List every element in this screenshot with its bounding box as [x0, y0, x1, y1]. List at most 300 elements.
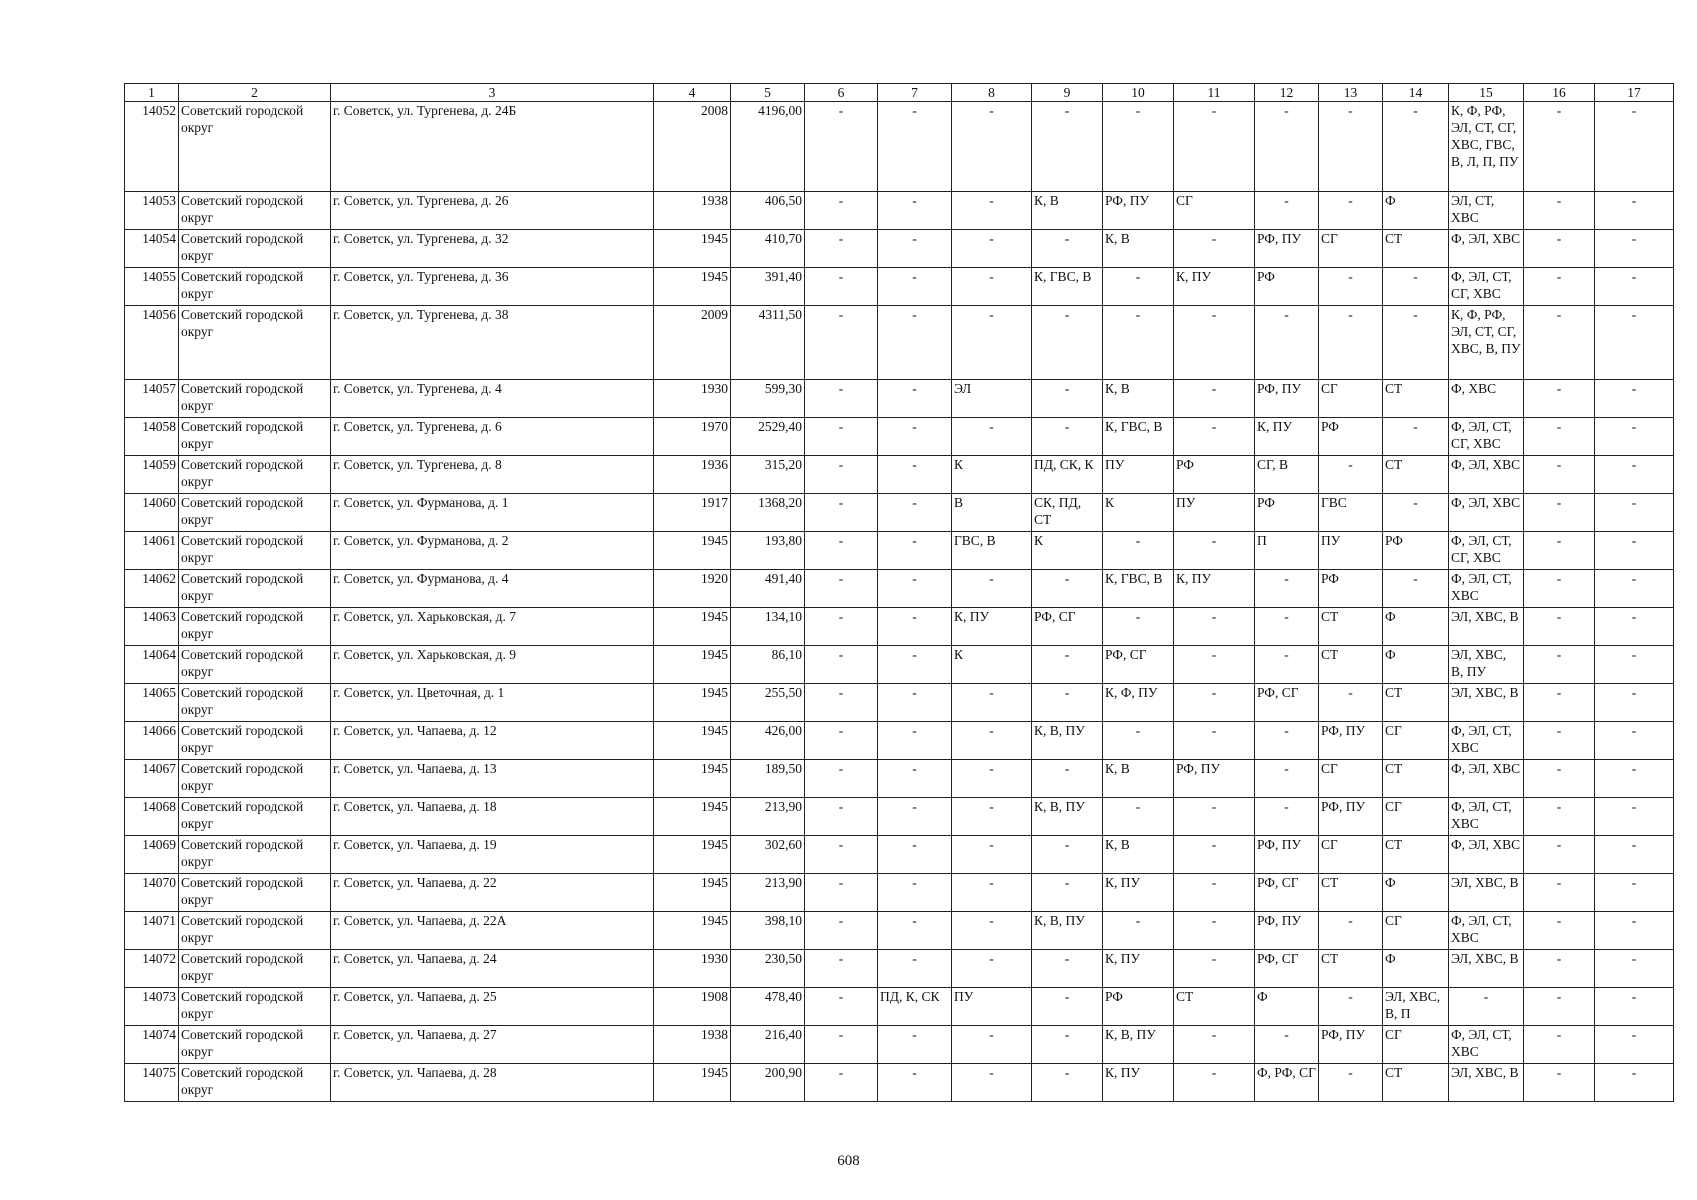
table-cell-col-10: К, Ф, ПУ: [1103, 684, 1174, 722]
page-number: 608: [837, 1153, 860, 1169]
table-cell-col-10: К, В: [1103, 230, 1174, 268]
table-cell-col-6: -: [805, 456, 878, 494]
table-cell-col-13: СТ: [1319, 646, 1383, 684]
table-cell-col-15: Ф, ЭЛ, СТ, ХВС: [1449, 798, 1524, 836]
table-cell-col-17: -: [1595, 1064, 1674, 1102]
table-cell-col-5: 134,10: [731, 608, 805, 646]
table-cell-col-17: -: [1595, 494, 1674, 532]
table-cell-col-14: СГ: [1383, 1026, 1449, 1064]
table-cell-col-13: СТ: [1319, 608, 1383, 646]
table-cell-col-6: -: [805, 494, 878, 532]
table-cell-col-10: К, В, ПУ: [1103, 1026, 1174, 1064]
table-cell-col-12: РФ, ПУ: [1255, 230, 1319, 268]
table-cell-col-15: Ф, ЭЛ, СТ, СГ, ХВС: [1449, 418, 1524, 456]
table-cell-col-13: ГВС: [1319, 494, 1383, 532]
column-header-8: 8: [952, 84, 1032, 102]
table-cell-col-2: Советский городской округ: [179, 874, 331, 912]
table-cell-col-7: -: [878, 684, 952, 722]
table-cell-col-2: Советский городской округ: [179, 102, 331, 192]
table-cell-col-9: К: [1032, 532, 1103, 570]
table-cell-col-2: Советский городской округ: [179, 570, 331, 608]
table-cell-col-1: 14063: [125, 608, 179, 646]
table-cell-col-10: -: [1103, 722, 1174, 760]
table-cell-col-11: -: [1174, 306, 1255, 380]
table-cell-col-4: 1908: [654, 988, 731, 1026]
table-cell-col-10: РФ: [1103, 988, 1174, 1026]
table-cell-col-5: 406,50: [731, 192, 805, 230]
table-cell-col-14: -: [1383, 268, 1449, 306]
table-cell-col-7: -: [878, 874, 952, 912]
table-cell-col-6: -: [805, 608, 878, 646]
table-cell-col-5: 491,40: [731, 570, 805, 608]
column-header-3: 3: [331, 84, 654, 102]
table-cell-col-5: 391,40: [731, 268, 805, 306]
table-cell-col-3: г. Советск, ул. Тургенева, д. 8: [331, 456, 654, 494]
table-cell-col-9: -: [1032, 760, 1103, 798]
column-header-4: 4: [654, 84, 731, 102]
table-cell-col-15: Ф, ЭЛ, СТ, СГ, ХВС: [1449, 532, 1524, 570]
table-cell-col-12: РФ, ПУ: [1255, 836, 1319, 874]
table-cell-col-14: Ф: [1383, 950, 1449, 988]
table-cell-col-15: ЭЛ, ХВС, В, ПУ: [1449, 646, 1524, 684]
table-row: [125, 1064, 1674, 1102]
table-cell-col-14: ЭЛ, ХВС, В, П: [1383, 988, 1449, 1026]
table-cell-col-15: ЭЛ, СТ, ХВС: [1449, 192, 1524, 230]
table-cell-col-9: -: [1032, 684, 1103, 722]
table-cell-col-9: -: [1032, 102, 1103, 192]
table-cell-col-17: -: [1595, 912, 1674, 950]
column-header-12: 12: [1255, 84, 1319, 102]
table-cell-col-7: ПД, К, СК: [878, 988, 952, 1026]
table-cell-col-2: Советский городской округ: [179, 760, 331, 798]
table-cell-col-3: г. Советск, ул. Чапаева, д. 24: [331, 950, 654, 988]
table-cell-col-11: -: [1174, 608, 1255, 646]
table-cell-col-13: -: [1319, 268, 1383, 306]
table-cell-col-8: -: [952, 192, 1032, 230]
table-cell-col-4: 1945: [654, 836, 731, 874]
table-cell-col-6: -: [805, 950, 878, 988]
table-cell-col-11: -: [1174, 684, 1255, 722]
table-cell-col-13: РФ, ПУ: [1319, 798, 1383, 836]
table-row: [125, 268, 1674, 306]
table-cell-col-16: -: [1524, 418, 1595, 456]
table-cell-col-3: г. Советск, ул. Тургенева, д. 6: [331, 418, 654, 456]
table-cell-col-12: -: [1255, 798, 1319, 836]
table-cell-col-17: -: [1595, 608, 1674, 646]
table-row: [125, 874, 1674, 912]
table-cell-col-8: -: [952, 230, 1032, 268]
table-cell-col-16: -: [1524, 874, 1595, 912]
table-cell-col-4: 1945: [654, 646, 731, 684]
table-cell-col-12: РФ, СГ: [1255, 874, 1319, 912]
table-cell-col-17: -: [1595, 192, 1674, 230]
table-cell-col-8: -: [952, 950, 1032, 988]
table-cell-col-6: -: [805, 798, 878, 836]
table-cell-col-9: К, В, ПУ: [1032, 722, 1103, 760]
table-cell-col-10: -: [1103, 306, 1174, 380]
table-cell-col-8: -: [952, 570, 1032, 608]
table-cell-col-2: Советский городской округ: [179, 912, 331, 950]
table-cell-col-16: -: [1524, 608, 1595, 646]
table-cell-col-17: -: [1595, 950, 1674, 988]
table-cell-col-17: -: [1595, 722, 1674, 760]
table-cell-col-4: 1930: [654, 950, 731, 988]
table-cell-col-7: -: [878, 1064, 952, 1102]
table-cell-col-8: -: [952, 102, 1032, 192]
table-cell-col-5: 4196,00: [731, 102, 805, 192]
table-cell-col-2: Советский городской округ: [179, 684, 331, 722]
table-cell-col-6: -: [805, 192, 878, 230]
table-row: [125, 532, 1674, 570]
table-cell-col-1: 14064: [125, 646, 179, 684]
table-cell-col-9: -: [1032, 230, 1103, 268]
table-cell-col-17: -: [1595, 306, 1674, 380]
table-cell-col-5: 599,30: [731, 380, 805, 418]
table-cell-col-4: 2008: [654, 102, 731, 192]
table-cell-col-10: -: [1103, 912, 1174, 950]
table-cell-col-3: г. Советск, ул. Чапаева, д. 13: [331, 760, 654, 798]
table-cell-col-17: -: [1595, 418, 1674, 456]
table-cell-col-17: -: [1595, 380, 1674, 418]
table-cell-col-9: -: [1032, 988, 1103, 1026]
table-cell-col-11: -: [1174, 102, 1255, 192]
table-cell-col-2: Советский городской округ: [179, 722, 331, 760]
table-cell-col-9: -: [1032, 874, 1103, 912]
table-cell-col-3: г. Советск, ул. Чапаева, д. 19: [331, 836, 654, 874]
table-cell-col-4: 1938: [654, 1026, 731, 1064]
table-cell-col-8: -: [952, 722, 1032, 760]
table-cell-col-11: К, ПУ: [1174, 570, 1255, 608]
table-row: [125, 102, 1674, 192]
table-cell-col-16: -: [1524, 268, 1595, 306]
table-cell-col-14: СГ: [1383, 798, 1449, 836]
table-cell-col-3: г. Советск, ул. Чапаева, д. 27: [331, 1026, 654, 1064]
table-cell-col-6: -: [805, 722, 878, 760]
table-cell-col-9: -: [1032, 380, 1103, 418]
table-cell-col-11: -: [1174, 950, 1255, 988]
table-cell-col-12: -: [1255, 570, 1319, 608]
table-cell-col-14: -: [1383, 494, 1449, 532]
table-cell-col-16: -: [1524, 192, 1595, 230]
table-cell-col-13: СГ: [1319, 760, 1383, 798]
table-cell-col-12: РФ, СГ: [1255, 684, 1319, 722]
table-cell-col-15: Ф, ЭЛ, ХВС: [1449, 230, 1524, 268]
table-cell-col-16: -: [1524, 722, 1595, 760]
table-cell-col-14: Ф: [1383, 608, 1449, 646]
table-cell-col-6: -: [805, 380, 878, 418]
table-cell-col-7: -: [878, 646, 952, 684]
table-cell-col-10: -: [1103, 268, 1174, 306]
table-cell-col-9: -: [1032, 646, 1103, 684]
table-cell-col-13: -: [1319, 912, 1383, 950]
table-cell-col-5: 315,20: [731, 456, 805, 494]
table-cell-col-12: РФ: [1255, 494, 1319, 532]
table-cell-col-5: 200,90: [731, 1064, 805, 1102]
table-cell-col-2: Советский городской округ: [179, 1064, 331, 1102]
table-cell-col-9: К, ГВС, В: [1032, 268, 1103, 306]
table-cell-col-1: 14057: [125, 380, 179, 418]
table-cell-col-14: РФ: [1383, 532, 1449, 570]
table-cell-col-11: -: [1174, 798, 1255, 836]
table-cell-col-13: РФ, ПУ: [1319, 1026, 1383, 1064]
table-cell-col-2: Советский городской округ: [179, 494, 331, 532]
table-cell-col-8: -: [952, 418, 1032, 456]
table-cell-col-17: -: [1595, 1026, 1674, 1064]
table-cell-col-10: К, ПУ: [1103, 1064, 1174, 1102]
table-cell-col-9: -: [1032, 950, 1103, 988]
table-cell-col-6: -: [805, 532, 878, 570]
table-cell-col-8: В: [952, 494, 1032, 532]
table-cell-col-1: 14058: [125, 418, 179, 456]
table-row: [125, 798, 1674, 836]
table-cell-col-6: -: [805, 570, 878, 608]
table-cell-col-2: Советский городской округ: [179, 230, 331, 268]
table-cell-col-9: -: [1032, 418, 1103, 456]
table-cell-col-7: -: [878, 950, 952, 988]
table-cell-col-7: -: [878, 456, 952, 494]
table-cell-col-10: К, В: [1103, 836, 1174, 874]
table-cell-col-5: 189,50: [731, 760, 805, 798]
table-cell-col-16: -: [1524, 1064, 1595, 1102]
table-cell-col-7: -: [878, 722, 952, 760]
table-cell-col-16: -: [1524, 456, 1595, 494]
table-row: [125, 230, 1674, 268]
table-cell-col-5: 4311,50: [731, 306, 805, 380]
table-cell-col-11: РФ: [1174, 456, 1255, 494]
table-cell-col-16: -: [1524, 570, 1595, 608]
table-cell-col-8: -: [952, 874, 1032, 912]
table-header: [125, 84, 1674, 102]
table-cell-col-4: 1945: [654, 912, 731, 950]
table-cell-col-12: РФ, СГ: [1255, 950, 1319, 988]
table-cell-col-15: Ф, ЭЛ, СТ, ХВС: [1449, 912, 1524, 950]
table-cell-col-11: -: [1174, 1026, 1255, 1064]
table-cell-col-14: -: [1383, 570, 1449, 608]
table-cell-col-4: 1945: [654, 874, 731, 912]
table-cell-col-12: СГ, В: [1255, 456, 1319, 494]
table-row: [125, 760, 1674, 798]
table-cell-col-5: 426,00: [731, 722, 805, 760]
table-cell-col-8: К: [952, 456, 1032, 494]
table-cell-col-6: -: [805, 102, 878, 192]
table-cell-col-13: -: [1319, 1064, 1383, 1102]
column-header-1: 1: [125, 84, 179, 102]
table-cell-col-11: -: [1174, 912, 1255, 950]
table-cell-col-10: -: [1103, 798, 1174, 836]
table-cell-col-10: К, ПУ: [1103, 874, 1174, 912]
table-cell-col-17: -: [1595, 874, 1674, 912]
table-cell-col-15: Ф, ЭЛ, ХВС: [1449, 456, 1524, 494]
table-cell-col-16: -: [1524, 306, 1595, 380]
table-cell-col-15: К, Ф, РФ, ЭЛ, СТ, СГ, ХВС, ГВС, В, Л, П, ПУ: [1449, 102, 1524, 192]
table-cell-col-8: К, ПУ: [952, 608, 1032, 646]
table-row: [125, 1026, 1674, 1064]
table-cell-col-11: -: [1174, 380, 1255, 418]
table-cell-col-12: -: [1255, 102, 1319, 192]
table-cell-col-15: Ф, ЭЛ, СТ, ХВС: [1449, 1026, 1524, 1064]
table-cell-col-13: РФ: [1319, 570, 1383, 608]
table-cell-col-8: -: [952, 760, 1032, 798]
table-cell-col-3: г. Советск, ул. Фурманова, д. 1: [331, 494, 654, 532]
table-row: [125, 192, 1674, 230]
table-cell-col-11: К, ПУ: [1174, 268, 1255, 306]
table-cell-col-7: -: [878, 306, 952, 380]
table-cell-col-3: г. Советск, ул. Фурманова, д. 2: [331, 532, 654, 570]
table-cell-col-10: К, В: [1103, 380, 1174, 418]
table-row: [125, 608, 1674, 646]
table-cell-col-13: ПУ: [1319, 532, 1383, 570]
table-cell-col-2: Советский городской округ: [179, 456, 331, 494]
table-cell-col-13: -: [1319, 456, 1383, 494]
table-cell-col-8: -: [952, 306, 1032, 380]
table-cell-col-15: ЭЛ, ХВС, В: [1449, 684, 1524, 722]
table-cell-col-4: 1917: [654, 494, 731, 532]
table-cell-col-12: -: [1255, 760, 1319, 798]
table-cell-col-6: -: [805, 988, 878, 1026]
table-cell-col-14: СТ: [1383, 684, 1449, 722]
table-cell-col-16: -: [1524, 760, 1595, 798]
table-cell-col-12: РФ, ПУ: [1255, 380, 1319, 418]
table-cell-col-1: 14067: [125, 760, 179, 798]
table-cell-col-3: г. Советск, ул. Тургенева, д. 24Б: [331, 102, 654, 192]
table-cell-col-10: К: [1103, 494, 1174, 532]
table-cell-col-14: СТ: [1383, 1064, 1449, 1102]
table-cell-col-3: г. Советск, ул. Тургенева, д. 4: [331, 380, 654, 418]
table-cell-col-1: 14074: [125, 1026, 179, 1064]
table-cell-col-4: 1945: [654, 608, 731, 646]
table-cell-col-12: РФ, ПУ: [1255, 912, 1319, 950]
table-cell-col-16: -: [1524, 532, 1595, 570]
table-cell-col-13: СГ: [1319, 380, 1383, 418]
table-cell-col-8: ГВС, В: [952, 532, 1032, 570]
table-cell-col-3: г. Советск, ул. Харьковская, д. 7: [331, 608, 654, 646]
table-cell-col-15: Ф, ЭЛ, СТ, СГ, ХВС: [1449, 268, 1524, 306]
table-cell-col-7: -: [878, 418, 952, 456]
table-cell-col-15: Ф, ХВС: [1449, 380, 1524, 418]
column-header-7: 7: [878, 84, 952, 102]
table-cell-col-14: Ф: [1383, 192, 1449, 230]
table-cell-col-6: -: [805, 418, 878, 456]
table-cell-col-16: -: [1524, 230, 1595, 268]
table-cell-col-7: -: [878, 192, 952, 230]
table-cell-col-7: -: [878, 798, 952, 836]
table-cell-col-11: -: [1174, 532, 1255, 570]
table-cell-col-15: Ф, ЭЛ, СТ, ХВС: [1449, 570, 1524, 608]
table-cell-col-8: -: [952, 798, 1032, 836]
table-cell-col-1: 14075: [125, 1064, 179, 1102]
table-cell-col-14: СТ: [1383, 456, 1449, 494]
table-row: [125, 306, 1674, 380]
table-cell-col-17: -: [1595, 836, 1674, 874]
table-cell-col-15: К, Ф, РФ, ЭЛ, СТ, СГ, ХВС, В, ПУ: [1449, 306, 1524, 380]
table-cell-col-15: Ф, ЭЛ, ХВС: [1449, 494, 1524, 532]
table-cell-col-13: РФ, ПУ: [1319, 722, 1383, 760]
table-row: [125, 570, 1674, 608]
table-cell-col-15: Ф, ЭЛ, СТ, ХВС: [1449, 722, 1524, 760]
table-cell-col-9: -: [1032, 570, 1103, 608]
table-body: [125, 102, 1674, 1102]
table-cell-col-13: РФ: [1319, 418, 1383, 456]
table-cell-col-7: -: [878, 836, 952, 874]
table-cell-col-10: К, ПУ: [1103, 950, 1174, 988]
table-cell-col-1: 14061: [125, 532, 179, 570]
table-cell-col-12: -: [1255, 608, 1319, 646]
table-cell-col-12: -: [1255, 1026, 1319, 1064]
table-cell-col-4: 1930: [654, 380, 731, 418]
table-cell-col-13: -: [1319, 192, 1383, 230]
table-cell-col-13: -: [1319, 102, 1383, 192]
table-cell-col-8: -: [952, 684, 1032, 722]
table-cell-col-16: -: [1524, 684, 1595, 722]
table-cell-col-2: Советский городской округ: [179, 306, 331, 380]
table-cell-col-6: -: [805, 646, 878, 684]
table-cell-col-14: Ф: [1383, 874, 1449, 912]
table-cell-col-1: 14073: [125, 988, 179, 1026]
table-cell-col-11: -: [1174, 722, 1255, 760]
table-cell-col-7: -: [878, 494, 952, 532]
table-cell-col-12: К, ПУ: [1255, 418, 1319, 456]
table-cell-col-3: г. Советск, ул. Чапаева, д. 28: [331, 1064, 654, 1102]
table-cell-col-6: -: [805, 230, 878, 268]
table-cell-col-9: -: [1032, 306, 1103, 380]
table-cell-col-17: -: [1595, 798, 1674, 836]
table-cell-col-11: ПУ: [1174, 494, 1255, 532]
table-cell-col-14: -: [1383, 418, 1449, 456]
table-cell-col-16: -: [1524, 1026, 1595, 1064]
table-cell-col-16: -: [1524, 646, 1595, 684]
table-cell-col-1: 14055: [125, 268, 179, 306]
table-cell-col-13: СГ: [1319, 836, 1383, 874]
table-cell-col-14: СГ: [1383, 722, 1449, 760]
table-cell-col-9: РФ, СГ: [1032, 608, 1103, 646]
table-cell-col-14: СТ: [1383, 380, 1449, 418]
table-cell-col-4: 1945: [654, 760, 731, 798]
table-cell-col-17: -: [1595, 268, 1674, 306]
table-cell-col-9: ПД, СК, К: [1032, 456, 1103, 494]
table-cell-col-2: Советский городской округ: [179, 268, 331, 306]
table-cell-col-3: г. Советск, ул. Чапаева, д. 18: [331, 798, 654, 836]
table-cell-col-6: -: [805, 874, 878, 912]
table-cell-col-4: 1938: [654, 192, 731, 230]
table-cell-col-9: -: [1032, 1026, 1103, 1064]
table-cell-col-7: -: [878, 912, 952, 950]
table-cell-col-6: -: [805, 760, 878, 798]
table-cell-col-17: -: [1595, 456, 1674, 494]
table-cell-col-13: СТ: [1319, 874, 1383, 912]
table-cell-col-16: -: [1524, 912, 1595, 950]
table-cell-col-3: г. Советск, ул. Чапаева, д. 25: [331, 988, 654, 1026]
table-cell-col-6: -: [805, 684, 878, 722]
table-cell-col-5: 1368,20: [731, 494, 805, 532]
table-cell-col-3: г. Советск, ул. Чапаева, д. 12: [331, 722, 654, 760]
table-cell-col-15: Ф, ЭЛ, ХВС: [1449, 836, 1524, 874]
table-cell-col-8: ЭЛ: [952, 380, 1032, 418]
table-cell-col-9: К, В: [1032, 192, 1103, 230]
table-cell-col-1: 14068: [125, 798, 179, 836]
table-cell-col-9: К, В, ПУ: [1032, 798, 1103, 836]
table-cell-col-10: К, ГВС, В: [1103, 418, 1174, 456]
table-cell-col-14: СГ: [1383, 912, 1449, 950]
table-cell-col-8: -: [952, 1026, 1032, 1064]
table-row: [125, 494, 1674, 532]
table-cell-col-12: -: [1255, 192, 1319, 230]
table-cell-col-16: -: [1524, 988, 1595, 1026]
table-cell-col-5: 86,10: [731, 646, 805, 684]
table-cell-col-5: 478,40: [731, 988, 805, 1026]
table-cell-col-7: -: [878, 268, 952, 306]
table-cell-col-5: 213,90: [731, 874, 805, 912]
table-cell-col-4: 1945: [654, 268, 731, 306]
